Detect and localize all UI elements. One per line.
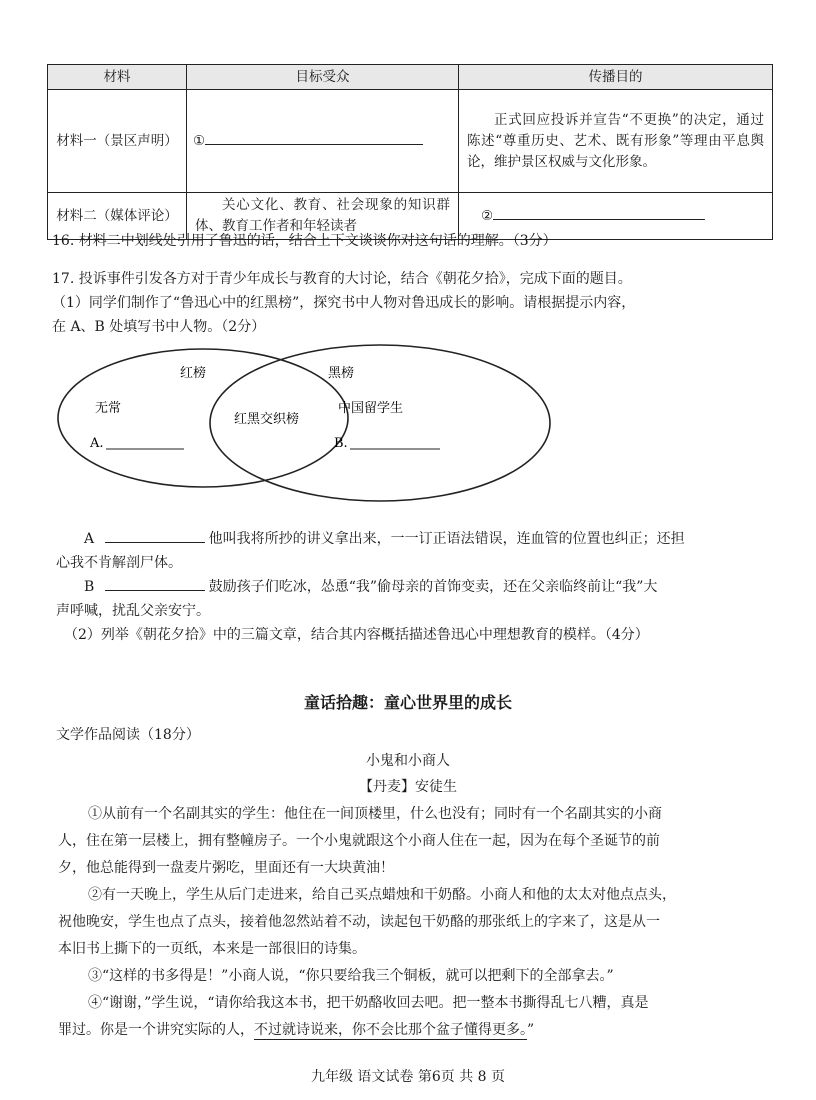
story-p4-text-a: 罪过。你是一个讲究实际的人， (58, 1022, 254, 1038)
reading-label: 文学作品阅读（18分） (56, 727, 200, 743)
red-list-label: 红榜 (180, 366, 207, 381)
header-purpose: 传播目的 (459, 65, 773, 90)
red-list-item: 无常 (95, 401, 122, 416)
clue-a-label: A (84, 531, 95, 547)
venn-blank-b-label: B. (334, 436, 348, 451)
story-p4-text-c: ” (527, 1022, 535, 1038)
red-black-list-venn (40, 338, 600, 508)
black-list-label: 黑榜 (328, 366, 355, 381)
story-p3: ③“这样的书多得是！”小商人说，“你只要给我三个铜板，就可以把剩下的全部拿去。” (88, 968, 614, 984)
story-author: 【丹麦】安徒生 (359, 779, 457, 795)
question-17-stem: 17. 投诉事件引发各方对于青少年成长与教育的大讨论，结合《朝花夕拾》，完成下面的题目。 (52, 271, 632, 287)
story-p1-line3: 夕，他总能得到一盘麦片粥吃，里面还有一大块黄油！ (58, 860, 394, 876)
center-list-label: 红黑交织榜 (234, 412, 300, 427)
question-17-part1-line2: 在 A、B 处填写书中人物。（2分） (52, 319, 266, 335)
clue-b-line2: 声呼喊，扰乱父亲安宁。 (56, 603, 210, 619)
black-list-item: 中国留学生 (338, 401, 404, 416)
story-p2-line2: 祝他晚安，学生也点了点头，接着他忽然站着不动，读起包干奶酪的那张纸上的字来了，这是从一 (58, 914, 660, 930)
row2-purpose-marker: ② (481, 207, 494, 224)
question-16: 16. 材料二中划线处引用了鲁迅的话，结合上下文谈谈你对这句话的理解。（3分） (52, 233, 557, 249)
header-material: 材料 (48, 65, 187, 90)
clue-b-label: B (84, 579, 95, 595)
story-p2-line1: ②有一天晚上，学生从后门走进来，给自己买点蜡烛和干奶酪。小商人和他的太太对他点点头， (88, 887, 676, 903)
venn-blank-a-label: A. (90, 436, 104, 451)
clue-a-line1 (84, 528, 685, 551)
answer-blank-2[interactable] (493, 219, 705, 220)
story-p4-line1: ④“谢谢，”学生说，“请你给我这本书，把干奶酪收回去吧。把一整本书撕得乱七八糟，真是 (88, 995, 649, 1011)
header-audience: 目标受众 (186, 65, 458, 90)
clue-a-blank[interactable] (105, 542, 205, 543)
story-p4-line2 (58, 1017, 534, 1044)
question-17-part2: （2）列举《朝花夕拾》中的三篇文章，结合其内容概括描述鲁迅心中理想教育的模样。（4分） (64, 627, 649, 643)
clue-a-line2: 心我不肯解剖尸体。 (56, 555, 182, 571)
clue-b-blank[interactable] (105, 590, 205, 591)
row1-audience-cell (186, 90, 458, 193)
table-row (48, 90, 773, 193)
row1-material: 材料一（景区声明） (48, 90, 187, 193)
story-title: 小鬼和小商人 (366, 753, 450, 769)
clue-a-text: 他叫我将所抄的讲义拿出来，一一订正语法错误，连血管的位置也纠正；还担 (208, 531, 685, 547)
underlined-quote: 不过就诗说来，你不会比那个盆子懂得更多。 (254, 1022, 527, 1038)
row1-purpose: 正式回应投诉并宣告“不更换”的决定，通过陈述“尊重历史、艺术、既有形象”等理由平息舆论，维护景区权威与文化形象。 (459, 90, 773, 193)
row1-audience-marker: ① (192, 132, 206, 149)
question-17-part1-line1: （1）同学们制作了“鲁迅心中的红黑榜”，探究书中人物对鲁迅成长的影响。请根据提示内容， (52, 295, 636, 311)
clue-b-text: 鼓励孩子们吃冰，怂恿“我”偷母亲的首饰变卖，还在父亲临终前让“我”大 (208, 579, 658, 595)
row2-audience: 关心文化、教育、社会现象的知识群体、教育工作者和年轻读者 (186, 193, 458, 240)
section-title: 童话拾趣：童心世界里的成长 (303, 693, 512, 712)
story-p1-line1: ①从前有一个名副其实的学生：他住在一间顶楼里，什么也没有；同时有一个名副其实的小商 (88, 806, 662, 822)
answer-blank-1[interactable] (205, 144, 423, 145)
clue-b-line1 (84, 576, 657, 599)
page-footer: 九年级 语文试卷 第6页 共 8 页 (310, 1069, 506, 1085)
story-p1-line2: 人，住在第一层楼上，拥有整幢房子。一个小鬼就跟这个小商人住在一起，因为在每个圣诞节的前 (58, 833, 660, 849)
row2-material: 材料二（媒体评论） (48, 193, 187, 240)
table-header-row (48, 65, 773, 90)
materials-table (47, 64, 773, 240)
story-p2-line3: 本旧书上撕下的一页纸，本来是一部很旧的诗集。 (58, 941, 366, 957)
